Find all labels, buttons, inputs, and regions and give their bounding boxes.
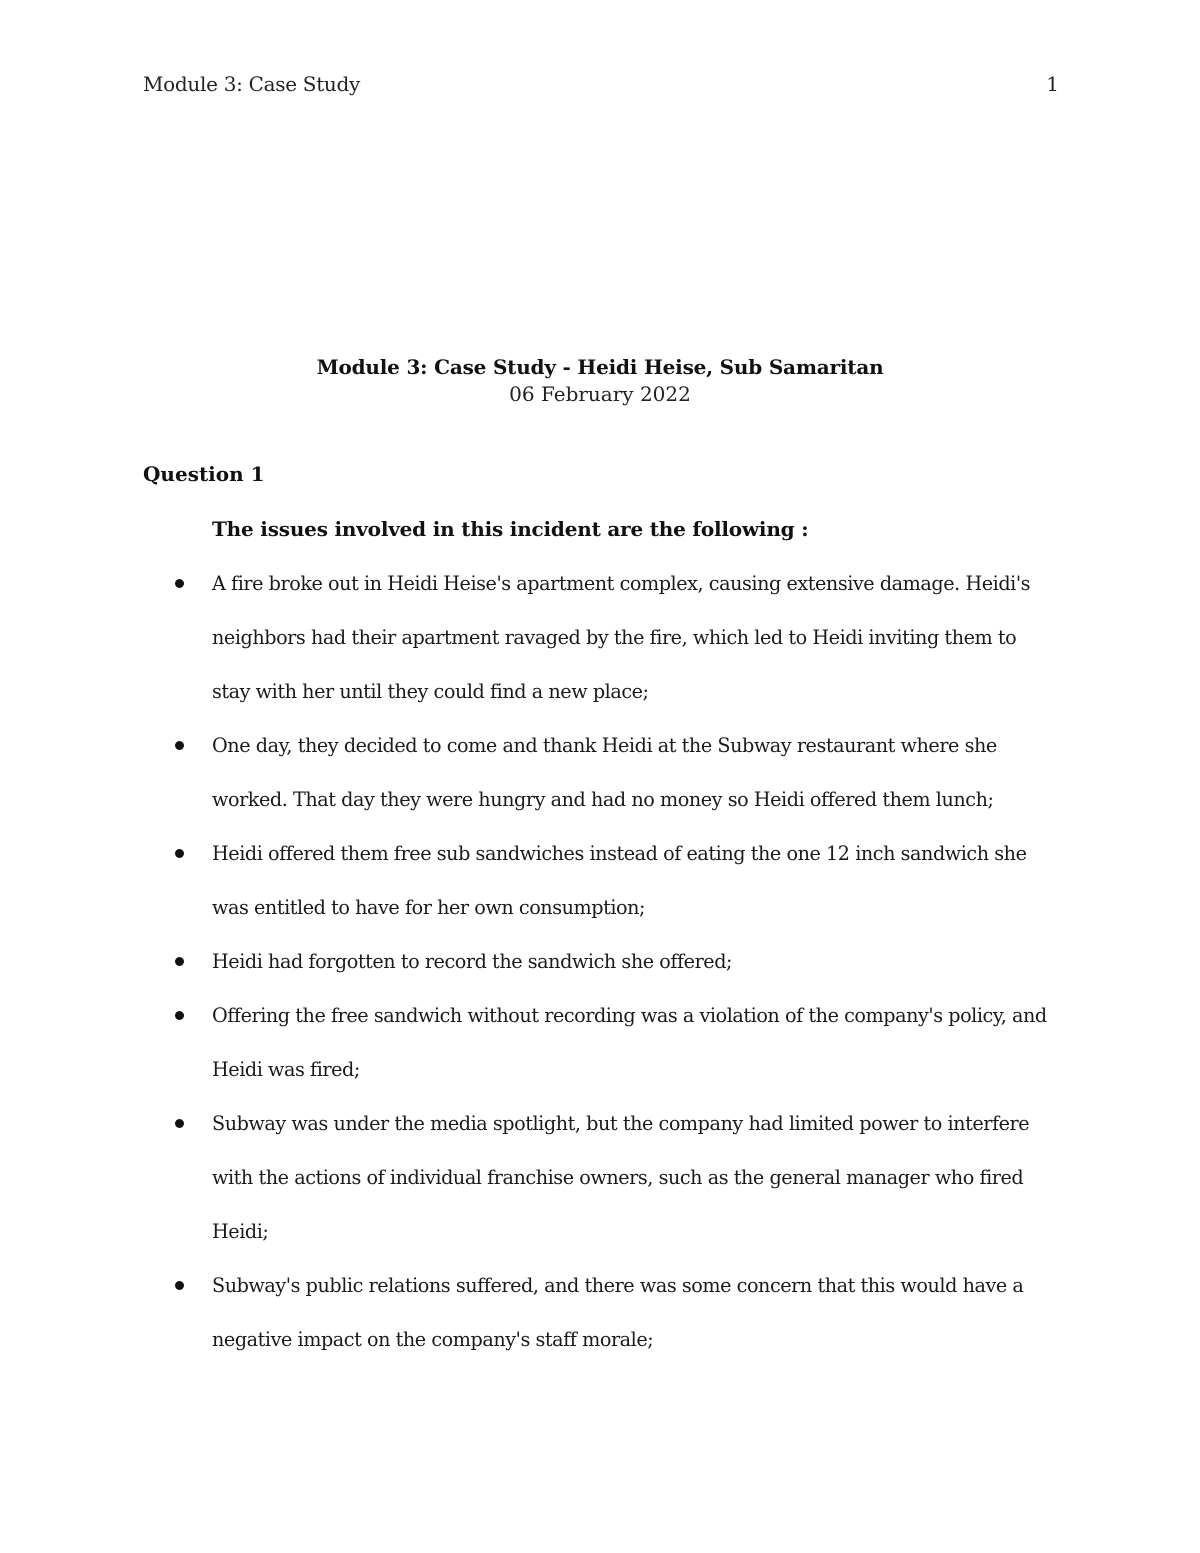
bullet-icon [175,1281,184,1290]
bullet-icon [175,849,184,858]
list-item [212,1097,1052,1259]
list-item-text: Subway's public relations suffered, and there was some concern that this would have a negative impact on the company's staff morale; [212,1274,1024,1351]
list-item [212,989,1052,1097]
document-title: Module 3: Case Study - Heidi Heise, Sub Samaritan [316,355,884,379]
list-item-text: One day, they decided to come and thank Heidi at the Subway restaurant where she worked. That day they were hungry and had no money so Heidi offered them lunch; [212,734,997,811]
list-item-text: Offering the free sandwich without recording was a violation of the company's policy, and Heidi was fired; [212,1004,1047,1081]
list-item-text: Subway was under the media spotlight, but the company had limited power to interfere with the actions of individual franchise owners, such as the general manager who fired Heidi; [212,1112,1030,1243]
list-item [212,557,1052,719]
list-item-text: Heidi had forgotten to record the sandwich she offered; [212,950,733,973]
bullet-icon [175,957,184,966]
bullet-icon [175,1119,184,1128]
page-number: 1 [1046,72,1059,96]
issues-intro: The issues involved in this incident are the following : [212,517,809,541]
running-head: Module 3: Case Study [143,72,361,96]
list-item-text: Heidi offered them free sub sandwiches instead of eating the one 12 inch sandwich she was entitled to have for her own consumption; [212,842,1027,919]
list-item [212,827,1052,935]
question-heading: Question 1 [143,462,265,486]
bullet-icon [175,741,184,750]
list-item [212,719,1052,827]
list-item [212,1259,1052,1367]
list-item-text: A fire broke out in Heidi Heise's apartment complex, causing extensive damage. Heidi's neighbors had their apartment ravaged by the fire, which led to Heidi inviting them to stay with her until they could find a new place; [212,572,1031,703]
list-item [212,935,1052,989]
bullet-icon [175,1011,184,1020]
document-date: 06 February 2022 [509,382,691,406]
bullet-icon [175,579,184,588]
